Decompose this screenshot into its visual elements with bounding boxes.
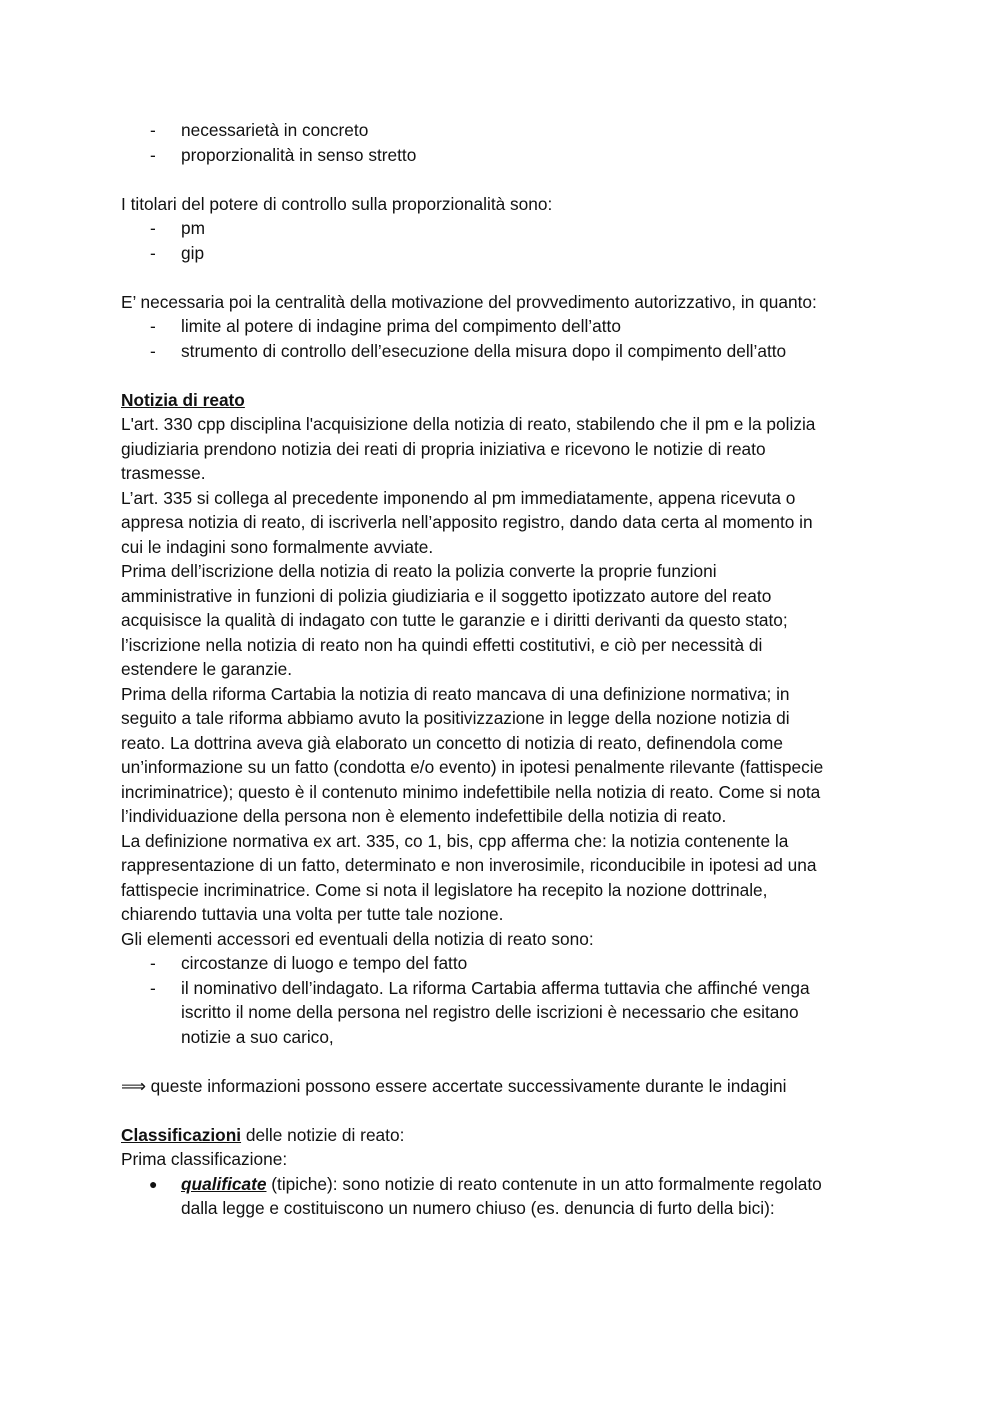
text-line: Prima della riforma Cartabia la notizia di reato mancava di una definizione normativa; in [121, 683, 790, 704]
dash-marker: - [150, 218, 156, 238]
elementi-accessori-list [121, 951, 881, 1049]
notizia-paragraphs [121, 412, 881, 951]
motivazione-paragraph: E’ necessaria poi la centralità della motivazione del provvedimento autorizzativo, in quanto: [121, 291, 817, 312]
motivazione-list [121, 314, 881, 363]
section-heading-notizia: Notizia di reato [121, 389, 245, 410]
text-line: reato. La dottrina aveva già elaborato un concetto di notizia di reato, definendola come [121, 732, 783, 753]
criteria-list [121, 118, 881, 167]
text-line: l’iscrizione nella notizia di reato non ha quindi effetti costitutivi, e ciò per necessità di [121, 634, 763, 655]
list-item: ● qualificate (tipiche): sono notizie di reato contenute in un atto formalmente regolato dalla legge e costituiscono un numero chiuso (es. denuncia di furto della bici): [149, 1173, 822, 1218]
text-line: La definizione normativa ex art. 335, co 1, bis, cpp afferma che: la notizia contenente la [121, 830, 789, 851]
dash-marker: - [150, 953, 156, 973]
text-line: fattispecie incriminatrice. Come si nota il legislatore ha recepito la nozione dottrinale, [121, 879, 768, 900]
list-item: - il nominativo dell’indagato. La riforma Cartabia afferma tuttavia che affinché venga iscritto il nome della persona nel registro delle iscrizioni è necessario che esitano notizie a suo carico, [150, 977, 810, 1047]
document-body [121, 118, 881, 1221]
text-line: trasmesse. [121, 463, 206, 483]
list-item: - necessarietà in concreto [121, 118, 881, 143]
titolari-paragraph: I titolari del potere di controllo sulla proporzionalità sono: [121, 193, 553, 214]
list-item: - gip [121, 241, 881, 266]
text-line: giudiziaria prendono notizia dei reati di propria iniziativa e ricevono le notizie di reato [121, 438, 766, 459]
classificazione-list [121, 1172, 881, 1221]
list-item: - proporzionalità in senso stretto [121, 143, 881, 168]
text-line: amministrative in funzioni di polizia giudiziaria e il soggetto ipotizzato autore del reato [121, 585, 772, 606]
dash-marker: - [150, 144, 156, 165]
titolari-list [121, 216, 881, 265]
dash-marker: - [150, 316, 156, 336]
text-line: L'art. 330 cpp disciplina l'acquisizione della notizia di reato, stabilendo che il pm e la polizia [121, 414, 816, 434]
text-line: seguito a tale riforma abbiamo avuto la positivizzazione in legge della nozione notizia di [121, 708, 790, 728]
list-item: - circostanze di luogo e tempo del fatto [121, 951, 881, 976]
list-item: - pm [121, 216, 881, 241]
sub-heading-prima-classificazione: Prima classificazione: [121, 1149, 288, 1169]
text-line: cui le indagini sono formalmente avviate. [121, 536, 434, 557]
text-line: rappresentazione di un fatto, determinato e non inverosimile, riconducibile in ipotesi ad una [121, 855, 817, 875]
dash-marker: - [150, 977, 156, 998]
dash-marker: - [150, 242, 156, 263]
bullet-marker: ● [149, 1175, 158, 1192]
text-line: chiarendo tuttavia una volta per tutte tale nozione. [121, 904, 504, 924]
text-line: Prima dell’iscrizione della notizia di reato la polizia converte la proprie funzioni [121, 561, 717, 581]
list-item: - limite al potere di indagine prima del compimento dell’atto [121, 314, 881, 339]
text-line: L’art. 335 si collega al precedente imponendo al pm immediatamente, appena ricevuta o [121, 487, 796, 508]
text-line: l’individuazione della persona non è elemento indefettibile della notizia di reato. [121, 806, 727, 826]
term-qualificate: qualificate [181, 1173, 267, 1194]
dash-marker: - [150, 340, 156, 361]
text-line: estendere le garanzie. [121, 659, 293, 679]
text-line: incriminatrice); questo è il contenuto minimo indefettibile nella notizia di reato. Come si nota [121, 781, 821, 802]
dash-marker: - [150, 120, 156, 140]
implication-line: ⟹ queste informazioni possono essere accertate successivamente durante le indagini [121, 1075, 787, 1096]
text-line: appresa notizia di reato, di iscriverla nell’apposito registro, dando data certa al momento in [121, 512, 813, 532]
section-heading-classificazioni: Classificazioni delle notizie di reato: [121, 1124, 405, 1145]
text-line: un’informazione su un fatto (condotta e/o evento) in ipotesi penalmente rilevante (fattispecie [121, 757, 824, 777]
text-line: Gli elementi accessori ed eventuali della notizia di reato sono: [121, 928, 594, 949]
text-line: acquisisce la qualità di indagato con tutte le garanzie e i diritti derivanti da questo stato; [121, 610, 788, 630]
list-item: - strumento di controllo dell’esecuzione della misura dopo il compimento dell’atto [121, 339, 881, 364]
